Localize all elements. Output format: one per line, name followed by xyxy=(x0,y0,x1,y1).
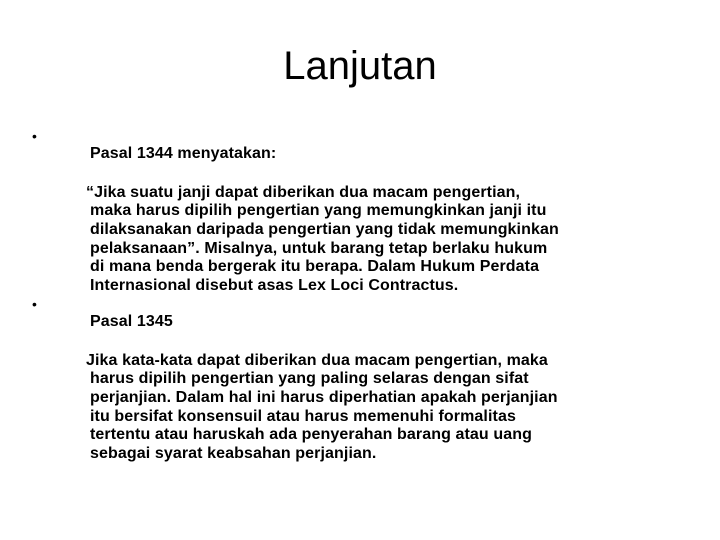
bullet-body xyxy=(86,294,680,482)
bullet-marker: • xyxy=(32,128,37,144)
bullet-marker: • xyxy=(32,296,37,312)
slide-title: Lanjutan xyxy=(283,44,437,88)
bullet-heading: Pasal 1344 menyatakan: xyxy=(90,144,277,162)
bullet-text: Jika kata-kata dapat diberikan dua macam pengertian, maka harus dipilih pengertian yang paling selaras dengan sifat perjanjian. Dalam hal ini harus diperhatian apakah perjanjian itu bersifat konsensuil atau harus memenuhi formalitas tertentu atau haruskah ada penyerahan barang atau uang sebagai syarat keabsahan perjanjian. xyxy=(86,351,558,462)
bullet-body xyxy=(86,126,680,314)
bullet-heading: Pasal 1345 xyxy=(90,312,173,330)
bullet-text: “Jika suatu janji dapat diberikan dua macam pengertian, maka harus dipilih pengertian yang memungkinkan janji itu dilaksanakan daripada pengertian yang tidak memungkinkan pelaksanaan”. Misalnya, untuk barang tetap berlaku hukum di mana benda bergerak itu berapa. Dalam Hukum Perdata Internasional disebut asas Lex Loci Contractus. xyxy=(86,183,559,294)
